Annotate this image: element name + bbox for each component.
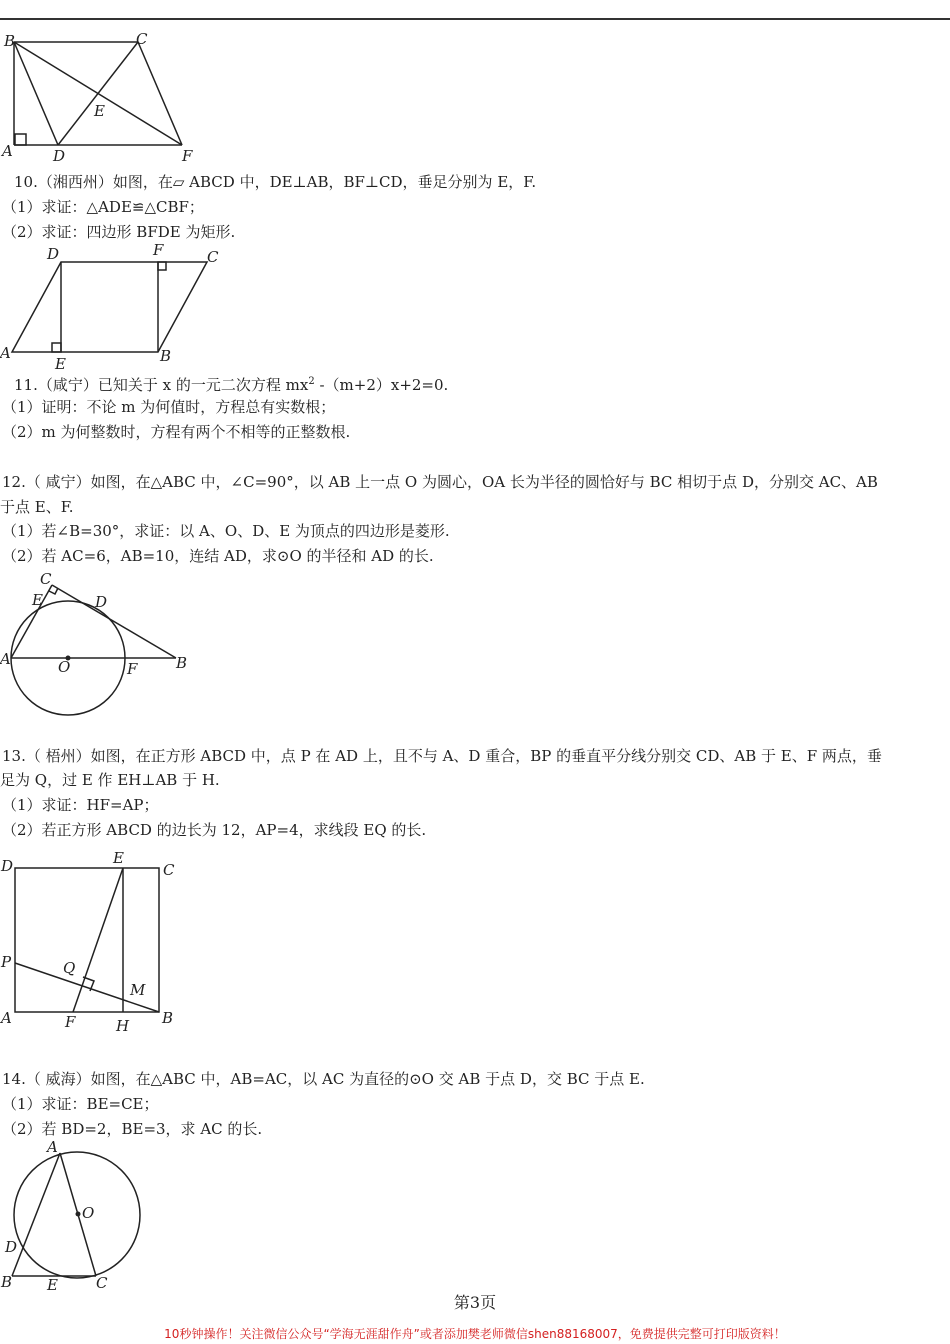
label-B: B <box>160 347 172 365</box>
label-B: B <box>162 1009 174 1027</box>
label-F: F <box>65 1013 76 1031</box>
figure-square-abcd <box>0 845 200 1045</box>
figure-parallelogram-abcd <box>0 242 230 372</box>
label-O: O <box>58 658 71 676</box>
problem-12-statement: 12.（ 咸宁）如图，在△ABC 中，∠C=90°，以 AB 上一点 O 为圆心，OA 长为半径的圆恰好与 BC 相切于点 D，分别交 AC、AB <box>2 473 878 491</box>
problem-10-part-2: （2）求证：四边形 BFDE 为矩形. <box>2 223 236 241</box>
label-C: C <box>40 570 52 588</box>
label-D: D <box>5 1238 18 1256</box>
problem-13-statement-cont: 足为 Q，过 E 作 EH⊥AB 于 H. <box>0 771 220 789</box>
label-B: B <box>176 654 188 672</box>
label-A: A <box>2 142 13 160</box>
label-B: B <box>4 32 16 50</box>
promo-footer: 10秒钟操作！关注微信公众号“学海无涯甜作舟”或者添加樊老师微信shen88168007，免费提供完整可打印版资料！ <box>164 1327 786 1341</box>
label-D: D <box>53 147 66 165</box>
problem-14-part-2: （2）若 BD=2，BE=3，求 AC 的长. <box>2 1120 263 1138</box>
problem-11-statement: 11.（咸宁）已知关于 x 的一元二次方程 $mx^2$ -（m+2）x+2=0. <box>14 376 449 394</box>
label-B: B <box>1 1273 13 1291</box>
label-A: A <box>0 650 11 668</box>
problem-14-statement: 14.（ 威海）如图，在△ABC 中，AB=AC，以 AC 为直径的⊙O 交 AB 于点 D，交 BC 于点 E. <box>2 1070 645 1088</box>
problem-11-part-2: （2）m 为何整数时，方程有两个不相等的正整数根. <box>2 423 351 441</box>
label-D: D <box>1 857 14 875</box>
label-C: C <box>96 1274 108 1292</box>
problem-13-part-1: （1）求证：HF=AP； <box>2 796 159 814</box>
problem-12-part-1: （1）若∠B=30°，求证：以 A、O、D、E 为顶点的四边形是菱形. <box>2 522 450 540</box>
label-P: P <box>1 953 12 971</box>
label-Q: Q <box>63 959 76 977</box>
label-A: A <box>47 1138 58 1156</box>
top-rule <box>0 18 950 20</box>
label-F: F <box>153 241 164 259</box>
problem-12-statement-cont: 于点 E、F. <box>0 498 74 516</box>
label-E: E <box>94 102 105 120</box>
label-E: E <box>47 1276 58 1294</box>
label-D: D <box>95 593 108 611</box>
problem-12-part-2: （2）若 AC=6，AB=10，连结 AD，求⊙O 的半径和 AD 的长. <box>2 547 434 565</box>
label-E: E <box>55 355 66 373</box>
problem-13-statement: 13.（ 梧州）如图，在正方形 ABCD 中，点 P 在 AD 上，且不与 A、D 重合，BP 的垂直平分线分别交 CD、AB 于 E、F 两点，垂 <box>2 747 882 765</box>
label-A: A <box>1 1009 12 1027</box>
label-C: C <box>163 861 175 879</box>
label-O: O <box>82 1204 95 1222</box>
label-F: F <box>182 147 193 165</box>
label-C: C <box>207 248 219 266</box>
problem-10-statement: 10.（湘西州）如图，在▱ ABCD 中，DE⊥AB，BF⊥CD，垂足分别为 E，F. <box>14 173 537 191</box>
problem-13-part-2: （2）若正方形 ABCD 的边长为 12，AP=4，求线段 EQ 的长. <box>2 821 427 839</box>
label-E: E <box>113 849 124 867</box>
label-H: H <box>116 1017 130 1035</box>
label-A: A <box>0 344 11 362</box>
label-M: M <box>130 981 146 999</box>
figure-circle-isosceles-triangle <box>0 1138 170 1296</box>
problem-11-part-1: （1）证明：不论 m 为何值时，方程总有实数根； <box>2 398 336 416</box>
problem-14-part-1: （1）求证：BE=CE； <box>2 1095 159 1113</box>
problem-10-part-1: （1）求证：△ADE≌△CBF； <box>2 198 204 216</box>
page-number: 第3页 <box>453 1293 497 1312</box>
figure-triangle-circle-o <box>0 568 200 718</box>
label-E: E <box>32 591 43 609</box>
figure-quadrilateral-abcf <box>0 30 210 165</box>
label-D: D <box>47 245 60 263</box>
label-C: C <box>136 30 148 48</box>
label-F: F <box>127 660 138 678</box>
